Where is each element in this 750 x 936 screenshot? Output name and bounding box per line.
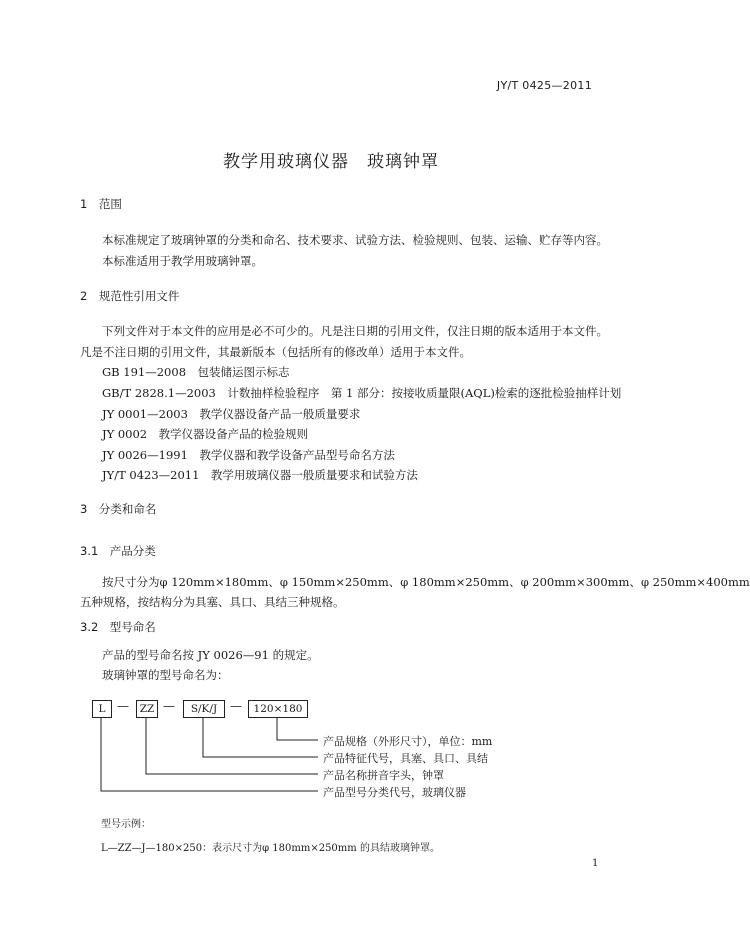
model-label-classification: 产品型号分类代号，玻璃仪器 [323,786,466,799]
model-code-separator: — [230,699,242,713]
connector-classification [101,718,318,791]
connector-feature [203,718,318,757]
model-code-box-feature: S/K/J [183,700,225,718]
reference-item: JY 0001—2003 教学仪器设备产品一般质量要求 [102,407,361,421]
model-code-box-size: 120×180 [248,700,308,718]
reference-item: GB 191—2008 包装储运图示标志 [102,365,290,379]
section-1-paragraph-1: 本标准规定了玻璃钟罩的分类和命名、技术要求、试验方法、检验规则、包装、运输、贮存等内容。 [102,233,608,247]
model-code-box-classification: L [92,700,112,718]
section-3-heading: 3 分类和命名 [80,502,157,516]
page-title: 教学用玻璃仪器 玻璃钟罩 [223,152,439,172]
section-1-heading: 1 范围 [80,197,122,211]
section-2-paragraph-line-1: 下列文件对于本文件的应用是必不可少的。凡是注日期的引用文件，仅注日期的版本适用于本文件。 [102,324,608,338]
section-2-heading: 2 规范性引用文件 [80,289,180,303]
model-label-size: 产品规格（外形尺寸），单位：mm [323,735,493,748]
section-3-1-heading: 3.1 产品分类 [80,544,156,558]
model-code-separator: — [163,699,175,713]
standard-number: JY/T 0425—2011 [496,79,592,92]
section-3-2-paragraph-2: 玻璃钟罩的型号命名为： [102,668,229,682]
reference-item: JY 0026—1991 教学仪器和教学设备产品型号命名方法 [102,448,395,462]
section-2-paragraph-line-2: 凡是不注日期的引用文件，其最新版本（包括所有的修改单）适用于本文件。 [80,345,471,359]
example-text: L—ZZ—J—180×250：表示尺寸为φ 180mm×250mm 的具结玻璃钟罩。 [101,843,440,854]
model-label-feature: 产品特征代号，具塞、具口、具结 [323,752,488,765]
example-heading: 型号示例： [101,819,151,830]
section-3-1-paragraph-line-2: 五种规格，按结构分为具塞、具口、具结三种规格。 [80,595,345,609]
section-3-2-heading: 3.2 型号命名 [80,620,156,634]
reference-item: GB/T 2828.1—2003 计数抽样检验程序 第 1 部分：按接收质量限(AQL)检索的逐批检验抽样计划 [102,386,622,400]
reference-item: JY/T 0423—2011 教学用玻璃仪器一般质量要求和试验方法 [102,468,418,482]
section-1-paragraph-2: 本标准适用于教学用玻璃钟罩。 [102,254,263,268]
model-code-box-name: ZZ [136,700,158,718]
page-number: 1 [592,858,599,869]
section-3-1-paragraph-line-1: 按尺寸分为φ 120mm×180mm、φ 150mm×250mm、φ 180mm×250mm、φ 200mm×300mm、φ 250mm×400mm [102,575,750,589]
model-label-name: 产品名称拼音字头，钟罩 [323,769,444,782]
connector-size [277,718,318,740]
connector-name [146,718,318,774]
model-code-separator: — [117,699,129,713]
section-3-2-paragraph-1: 产品的型号命名按 JY 0026—91 的规定。 [102,648,319,662]
reference-item: JY 0002 教学仪器设备产品的检验规则 [102,427,309,441]
